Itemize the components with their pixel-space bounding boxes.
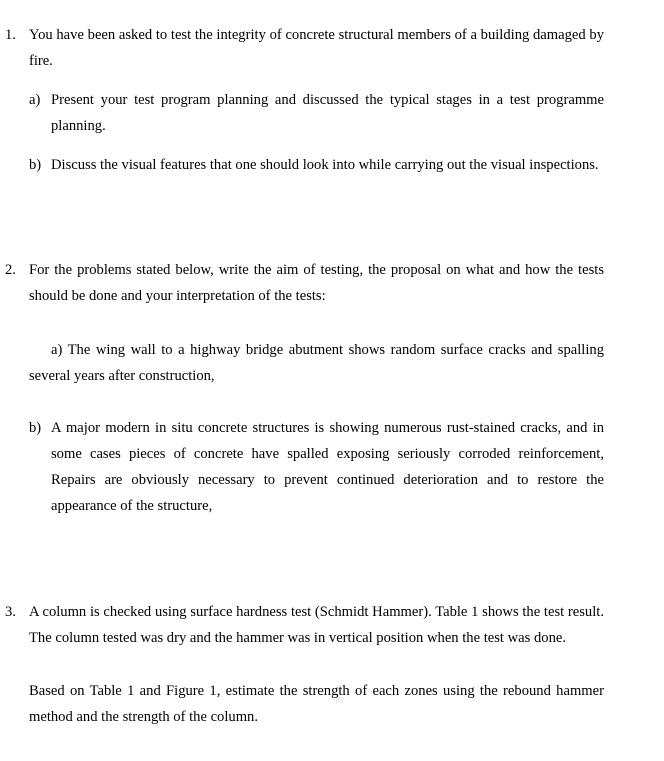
subquestion-text: a) The wing wall to a highway bridge abutment shows random surface cracks and spalling several years after construction, <box>29 342 605 384</box>
subquestion-text: Present your test program planning and discussed the typical stages in a test programme planning. <box>51 92 604 134</box>
subquestion-label: a) <box>51 342 63 358</box>
question-text: For the problems stated below, write the aim of testing, the proposal on what and how the tests should be done and your interpretation of the tests: <box>29 262 604 304</box>
subquestion-text: A major modern in situ concrete structures is showing numerous rust-stained cracks, and in some cases pieces of concrete have spalled exposing seriously corroded reinforcement, Repairs are obviously necessary to prevent continued deterioration and to restore the appearance of the structure, <box>51 420 604 514</box>
question-text: A column is checked using surface hardness test (Schmidt Hammer). Table 1 shows the test result. The column tested was dry and the hammer was in vertical position when the test was done. <box>29 604 604 646</box>
subquestion-label: b) <box>29 157 42 173</box>
question-number: 1. <box>5 27 16 43</box>
subquestion-label: b) <box>29 420 42 436</box>
question-text: You have been asked to test the integrity of concrete structural members of a building damaged by fire. <box>29 27 604 69</box>
subquestion-label: a) <box>29 92 41 108</box>
question-paragraph: Based on Table 1 and Figure 1, estimate the strength of each zones using the rebound hammer method and the strength of the column. <box>29 683 604 725</box>
subquestion-text: Discuss the visual features that one should look into while carrying out the visual inspections. <box>51 157 599 173</box>
question-number: 3. <box>5 604 16 620</box>
question-number: 2. <box>5 262 16 278</box>
